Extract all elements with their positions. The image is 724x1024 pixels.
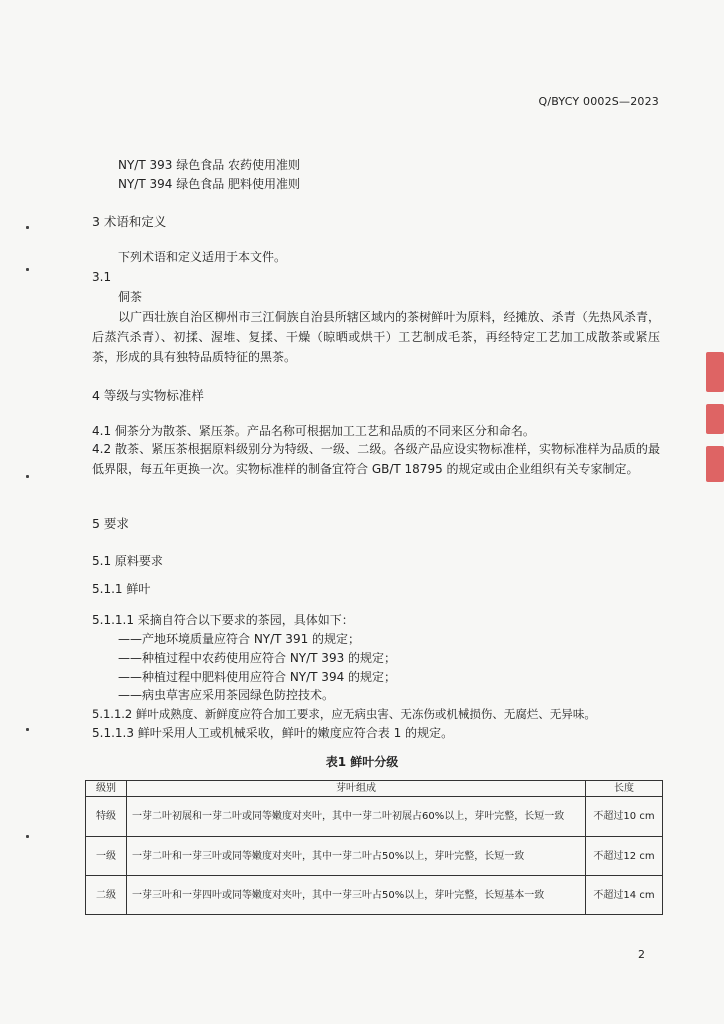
column-header-composition: 芽叶组成 <box>127 781 586 797</box>
composition-cell: 一芽二叶和一芽三叶或同等嫩度对夹叶，其中一芽二叶占50%以上，芽叶完整，长短一致 <box>127 837 586 876</box>
page-number: 2 <box>638 948 645 961</box>
term-definition: 以广西壮族自治区柳州市三江侗族自治县所辖区域内的茶树鲜叶为原料，经摊放、杀青（先热风杀青，后蒸汽杀青）、初揉、渥堆、复揉、干燥（晾晒或烘干）工艺制成毛茶，再经特定工艺加工成散茶或紧压茶，形成的具有独特品质特征的黑茶。 <box>92 310 660 364</box>
scan-dot <box>26 268 29 271</box>
section-3-heading: 3 术语和定义 <box>92 214 167 229</box>
section-3-intro: 下列术语和定义适用于本文件。 <box>118 250 287 264</box>
scan-dot <box>26 835 29 838</box>
seal-stamp-fragment <box>706 352 724 392</box>
fresh-leaf-grade-table <box>85 780 663 915</box>
clause-5-1-1-3: 5.1.1.3 鲜叶采用人工或机械采收，鲜叶的嫩度应符合表 1 的规定。 <box>92 726 454 740</box>
reference-ny-t-393: NY/T 393 绿色食品 农药使用准则 <box>118 158 301 172</box>
doc-code-header: Q/BYCY 0002S—2023 <box>538 95 659 108</box>
clause-4-2: 4.2 散茶、紧压茶根据原料级别分为特级、一级、二级。各级产品应设实物标准样，实物标准样为品质的最低界限，每五年更换一次。实物标准样的制备宜符合 GB/T 18795 的规定或由企业组织有关专家制定。 <box>92 442 660 476</box>
reference-ny-t-394: NY/T 394 绿色食品 肥料使用准则 <box>118 177 301 191</box>
column-header-grade: 级别 <box>86 781 127 797</box>
scan-dot <box>26 226 29 229</box>
table-row <box>86 876 663 915</box>
section-5-heading: 5 要求 <box>92 516 129 531</box>
table-caption: 表1 鲜叶分级 <box>325 755 399 769</box>
clause-4-1: 4.1 侗茶分为散茶、紧压茶。产品名称可根据加工工艺和品质的不同来区分和命名。 <box>92 424 535 438</box>
column-header-length: 长度 <box>586 781 663 797</box>
clause-5-1-1-1: 5.1.1.1 采摘自符合以下要求的茶园，具体如下： <box>92 613 354 627</box>
scan-dot <box>26 728 29 731</box>
grade-cell: 一级 <box>86 837 127 876</box>
grade-cell: 特级 <box>86 797 127 837</box>
list-item: ——产地环境质量应符合 NY/T 391 的规定； <box>118 632 361 646</box>
length-cell: 不超过12 cm <box>586 837 663 876</box>
list-item: ——种植过程中农药使用应符合 NY/T 393 的规定； <box>118 651 397 665</box>
seal-stamp-fragment <box>706 404 724 434</box>
clause-5-1-1-2: 5.1.1.2 鲜叶成熟度、新鲜度应符合加工要求，应无病虫害、无冻伤或机械损伤、无腐烂、无异味。 <box>92 707 596 721</box>
clause-5-1-1-heading: 5.1.1 鲜叶 <box>92 582 151 596</box>
scan-dot <box>26 475 29 478</box>
clause-5-1-heading: 5.1 原料要求 <box>92 554 163 568</box>
composition-cell: 一芽三叶和一芽四叶或同等嫩度对夹叶，其中一芽三叶占50%以上，芽叶完整，长短基本一致 <box>127 876 586 915</box>
table-row <box>86 797 663 837</box>
section-4-heading: 4 等级与实物标准样 <box>92 388 204 403</box>
table-header-row <box>86 781 663 797</box>
list-item: ——种植过程中肥料使用应符合 NY/T 394 的规定； <box>118 670 397 684</box>
term-name: 侗茶 <box>118 290 143 304</box>
seal-stamp-fragment <box>706 446 724 482</box>
list-item: ——病虫草害应采用茶园绿色防控技术。 <box>118 688 335 702</box>
term-number: 3.1 <box>92 270 112 284</box>
length-cell: 不超过14 cm <box>586 876 663 915</box>
composition-cell: 一芽二叶初展和一芽二叶或同等嫩度对夹叶，其中一芽二叶初展占60%以上，芽叶完整，长短一致 <box>127 797 586 837</box>
grade-cell: 二级 <box>86 876 127 915</box>
table-row <box>86 837 663 876</box>
length-cell: 不超过10 cm <box>586 797 663 837</box>
